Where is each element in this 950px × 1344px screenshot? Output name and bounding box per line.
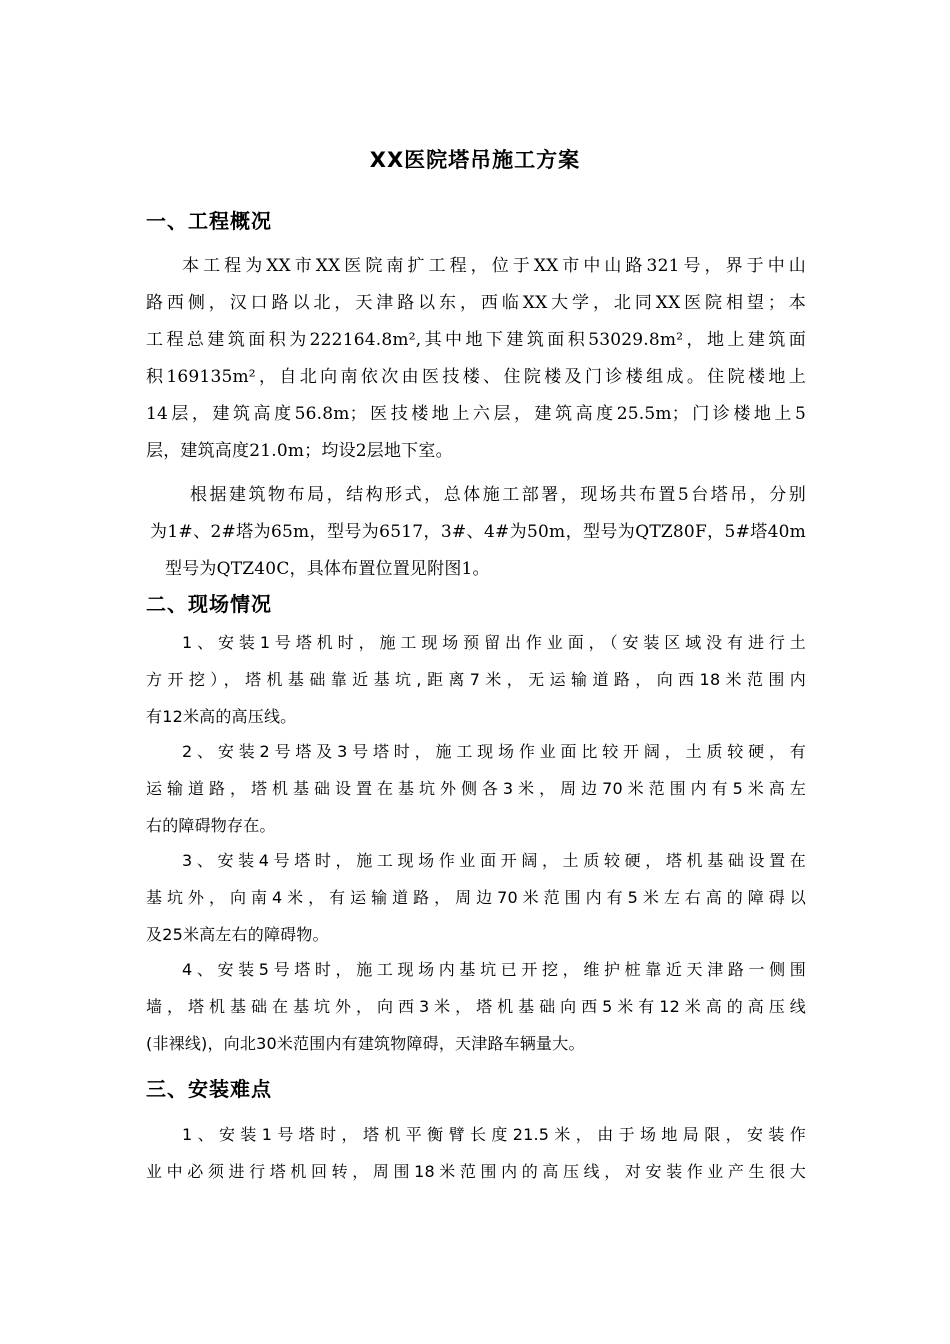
paragraph-line: 及25米高左右的障碍物。 xyxy=(146,925,329,944)
paragraph-line: 积169135m²，自北向南依次由医技楼、住院楼及门诊楼组成。住院楼地上 xyxy=(146,367,806,387)
paragraph-line: 右的障碍物存在。 xyxy=(146,816,276,835)
paragraph-line: 1、安装1号塔机时，施工现场预留出作业面，（安装区域没有进行土 xyxy=(182,633,806,652)
section-heading-project-overview: 一、工程概况 xyxy=(146,209,272,233)
paragraph-line: 1、安装1号塔时，塔机平衡臂长度21.5米，由于场地局限，安装作 xyxy=(182,1125,806,1144)
paragraph-line: 为1#、2#塔为65m，型号为6517，3#、4#为50m，型号为QTZ80F，5#塔40m xyxy=(150,522,806,542)
paragraph-line: 方开挖），塔机基础靠近基坑,距离7米，无运输道路，向西18米范围内 xyxy=(146,670,806,689)
paragraph-line: 2、安装2号塔及3号塔时，施工现场作业面比较开阔，土质较硬，有 xyxy=(182,742,806,761)
paragraph-line: 运输道路，塔机基础设置在基坑外侧各3米，周边70米范围内有5米高左 xyxy=(146,779,806,798)
paragraph-line: 基坑外，向南4米，有运输道路，周边70米范围内有5米左右高的障碍以 xyxy=(146,888,806,907)
section-heading-installation-difficulties: 三、安装难点 xyxy=(146,1077,272,1101)
paragraph-line: (非裸线)，向北30米范围内有建筑物障碍，天津路车辆量大。 xyxy=(146,1034,585,1053)
paragraph-line: 本工程为XX市XX医院南扩工程，位于XX市中山路321号，界于中山 xyxy=(182,256,806,276)
paragraph-line: 业中必须进行塔机回转，周围18米范围内的高压线，对安装作业产生很大 xyxy=(146,1162,806,1181)
paragraph-line: 路西侧，汉口路以北，天津路以东，西临XX大学，北同XX医院相望；本 xyxy=(146,293,806,313)
paragraph-line: 工程总建筑面积为222164.8m²,其中地下建筑面积53029.8m²，地上建筑面 xyxy=(146,330,806,350)
paragraph-line: 层，建筑高度21.0m；均设2层地下室。 xyxy=(146,441,453,461)
paragraph-line: 4、安装5号塔时，施工现场内基坑已开挖，维护桩靠近天津路一侧围 xyxy=(182,960,806,979)
section-heading-site-conditions: 二、现场情况 xyxy=(146,592,272,616)
paragraph-line: 根据建筑物布局，结构形式，总体施工部署，现场共布置5台塔吊，分别 xyxy=(190,485,806,505)
paragraph-line: 墙，塔机基础在基坑外，向西3米，塔机基础向西5米有12米高的高压线 xyxy=(146,997,806,1016)
paragraph-line: 3、安装4号塔时，施工现场作业面开阔，土质较硬，塔机基础设置在 xyxy=(182,851,806,870)
paragraph-line: 型号为QTZ40C，具体布置位置见附图1。 xyxy=(165,559,490,579)
paragraph-line: 有12米高的高压线。 xyxy=(146,707,297,726)
paragraph-line: 14层，建筑高度56.8m；医技楼地上六层，建筑高度25.5m；门诊楼地上5 xyxy=(146,404,806,424)
document-title: XX医院塔吊施工方案 xyxy=(369,148,581,172)
